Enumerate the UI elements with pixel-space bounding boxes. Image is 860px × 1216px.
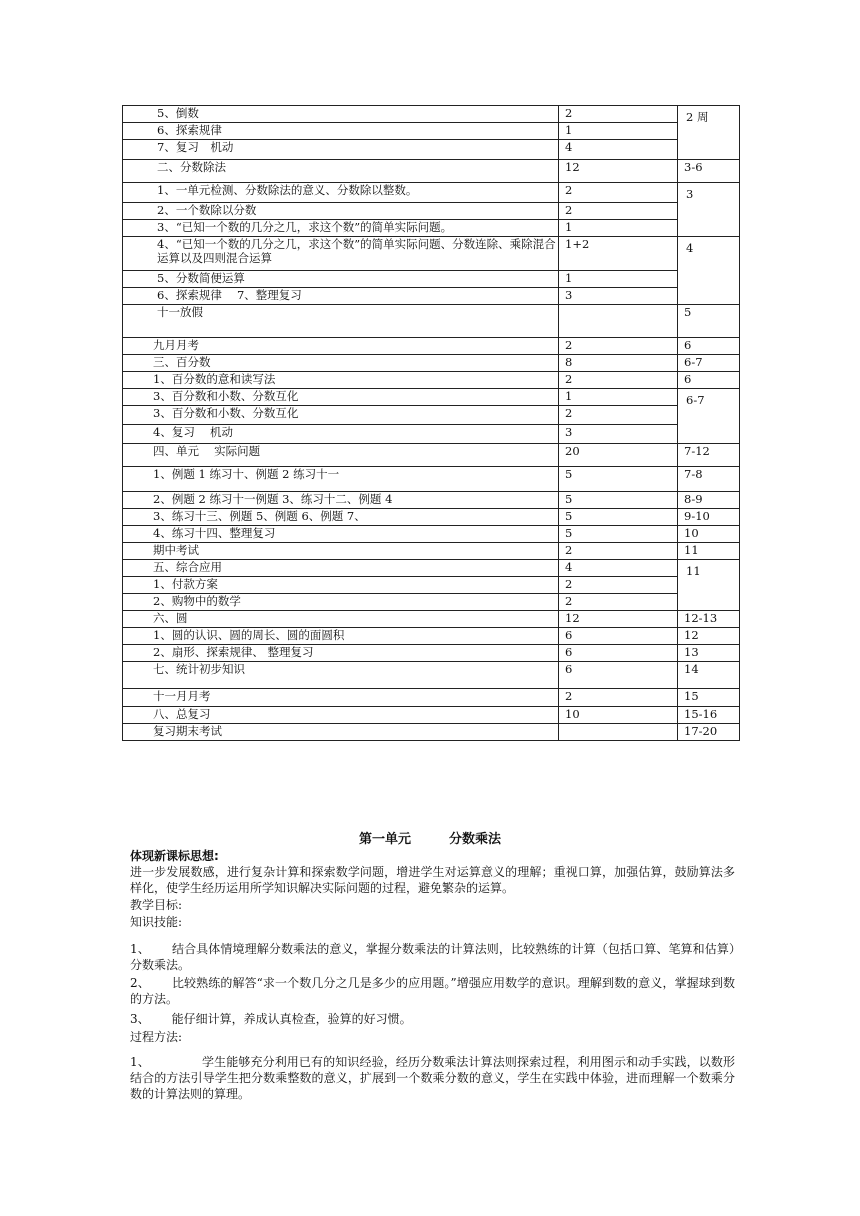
schedule-table: [122, 105, 740, 741]
table-row: [123, 628, 740, 645]
lesson-cell: 五、综合应用: [123, 560, 559, 577]
week-cell: 11: [678, 543, 740, 560]
table-row: [123, 406, 740, 425]
lesson-cell: 5、倒数: [123, 106, 559, 123]
hours-cell: 1: [559, 271, 678, 288]
lesson-cell: 1、一单元检测、分数除法的意义、分数除以整数。: [123, 183, 559, 203]
hours-cell: 3: [559, 288, 678, 305]
table-row: [123, 106, 740, 123]
hours-cell: 4: [559, 560, 678, 577]
unit-number: 第一单元: [358, 832, 411, 847]
hours-cell: 2: [559, 338, 678, 355]
table-row: [123, 271, 740, 288]
goals-label: 教学目标:: [130, 898, 183, 912]
skill-3-text: 能仔细计算，养成认真检查，验算的好习惯。: [171, 1012, 412, 1026]
week-cell: 12-13: [678, 611, 740, 628]
table-row: [123, 611, 740, 628]
lesson-cell: 八、总复习: [123, 707, 559, 724]
week-cell: 10: [678, 526, 740, 543]
lesson-cell: 4、复习 机动: [123, 425, 559, 444]
week-cell: 4: [678, 237, 740, 305]
hours-cell: 2: [559, 594, 678, 611]
table-row: [123, 492, 740, 509]
hours-cell: 2: [559, 406, 678, 425]
lesson-cell: 二、分数除法: [123, 160, 559, 183]
table-row: [123, 645, 740, 662]
week-cell: 11: [678, 560, 740, 611]
lesson-cell: 3、“已知一个数的几分之几，求这个数”的简单实际问题。: [123, 220, 559, 237]
skill-item-2: [130, 975, 735, 1007]
hours-cell: 6: [559, 628, 678, 645]
table-row: [123, 183, 740, 203]
table-row: [123, 560, 740, 577]
skills-label: 知识技能:: [130, 915, 183, 929]
week-cell: 5: [678, 305, 740, 338]
idea-paragraph: 进一步发展数感，进行复杂计算和探索数学问题，增进学生对运算意义的理解；重视口算，加强估算，鼓励算法多样化，使学生经历运用所学知识解决实际问题的过程，避免繁杂的运算。: [130, 865, 735, 895]
lesson-cell: 7、复习 机动: [123, 140, 559, 160]
lesson-cell: 1、付款方案: [123, 577, 559, 594]
week-cell: 6: [678, 372, 740, 389]
process-1-number: 1、: [130, 1055, 150, 1069]
lesson-cell: 九月月考: [123, 338, 559, 355]
week-cell: 6-7: [678, 389, 740, 444]
table-row: [123, 509, 740, 526]
week-cell: 6: [678, 338, 740, 355]
skill-1-number: 1、: [130, 942, 150, 956]
week-cell: 2 周: [678, 106, 740, 160]
lesson-cell: 十一月月考: [123, 689, 559, 707]
hours-cell: 1: [559, 389, 678, 406]
lesson-cell: 三、百分数: [123, 355, 559, 372]
hours-cell: 2: [559, 689, 678, 707]
table-row: [123, 123, 740, 140]
hours-cell: 2: [559, 543, 678, 560]
hours-cell: 5: [559, 526, 678, 543]
hours-cell: 6: [559, 662, 678, 689]
hours-cell: 1: [559, 220, 678, 237]
skill-item-1: [130, 941, 735, 973]
lesson-cell: 期中考试: [123, 543, 559, 560]
table-row: [123, 220, 740, 237]
week-cell: 15: [678, 689, 740, 707]
table-row: [123, 140, 740, 160]
lesson-cell: 4、“已知一个数的几分之几，求这个数”的简单实际问题、分数连除、乘除混合运算以及四则混合运算: [123, 237, 559, 271]
table-row: [123, 444, 740, 467]
week-cell: 7-8: [678, 467, 740, 492]
skill-1-text: 结合具体情境理解分数乘法的意义，掌握分数乘法的计算法则，比较熟练的计算（包括口算、笔算和估算）分数乘法。: [130, 942, 735, 972]
lesson-cell: 6、探索规律: [123, 123, 559, 140]
lesson-cell: 2、扇形、探索规律、 整理复习: [123, 645, 559, 662]
hours-cell: 2: [559, 577, 678, 594]
week-cell: 3-6: [678, 160, 740, 183]
table-row: [123, 689, 740, 707]
table-row: [123, 372, 740, 389]
table-row: [123, 526, 740, 543]
lesson-cell: 1、百分数的意和读写法: [123, 372, 559, 389]
hours-cell: 1+2: [559, 237, 678, 271]
hours-cell: 2: [559, 372, 678, 389]
week-cell: 6-7: [678, 355, 740, 372]
table-row: [123, 389, 740, 406]
table-row: [123, 577, 740, 594]
lesson-cell: 1、例题 1 练习十、例题 2 练习十一: [123, 467, 559, 492]
week-cell: 13: [678, 645, 740, 662]
unit-name: 分数乘法: [449, 832, 502, 847]
lesson-cell: 六、圆: [123, 611, 559, 628]
lesson-cell: 2、一个数除以分数: [123, 203, 559, 220]
idea-heading: 体现新课标思想:: [130, 849, 219, 863]
skill-3-number: 3、: [130, 1012, 150, 1026]
table-row: [123, 467, 740, 492]
skill-item-3: [130, 1011, 735, 1027]
hours-cell: 4: [559, 140, 678, 160]
hours-cell: 10: [559, 707, 678, 724]
lesson-cell: 3、百分数和小数、分数互化: [123, 406, 559, 425]
lesson-cell: 5、分数简便运算: [123, 271, 559, 288]
table-row: [123, 594, 740, 611]
hours-cell: 1: [559, 123, 678, 140]
lesson-cell: 七、统计初步知识: [123, 662, 559, 689]
hours-cell: 12: [559, 160, 678, 183]
week-cell: 9-10: [678, 509, 740, 526]
table-row: [123, 160, 740, 183]
week-cell: 14: [678, 662, 740, 689]
hours-cell: 2: [559, 183, 678, 203]
week-cell: 7-12: [678, 444, 740, 467]
lesson-cell: 3、练习十三、例题 5、例题 6、例题 7、: [123, 509, 559, 526]
lesson-cell: 2、购物中的数学: [123, 594, 559, 611]
process-1-text: 学生能够充分利用已有的知识经验，经历分数乘法计算法则探索过程，利用图示和动手实践，以数形结合的方法引导学生把分数乘整数的意义，扩展到一个数乘分数的意义，学生在实践中体验，进而理解一个数乘分数的计算法则的算理。: [130, 1055, 735, 1101]
table-row: [123, 305, 740, 338]
lesson-cell: 6、探索规律 7、整理复习: [123, 288, 559, 305]
lesson-cell: 复习期末考试: [123, 724, 559, 741]
hours-cell: 8: [559, 355, 678, 372]
week-cell: 3: [678, 183, 740, 237]
lesson-cell: 2、例题 2 练习十一例题 3、练习十二、例题 4: [123, 492, 559, 509]
lesson-cell: 十一放假: [123, 305, 559, 338]
table-row: [123, 288, 740, 305]
table-row: [123, 425, 740, 444]
unit-title: [0, 828, 860, 847]
skill-2-number: 2、: [130, 976, 150, 990]
table-row: [123, 203, 740, 220]
hours-cell: 20: [559, 444, 678, 467]
hours-cell: [559, 305, 678, 338]
lesson-cell: 四、单元 实际问题: [123, 444, 559, 467]
process-item-1: [130, 1054, 735, 1102]
process-label: 过程方法:: [130, 1030, 183, 1044]
hours-cell: 12: [559, 611, 678, 628]
skill-2-text: 比较熟练的解答“求一个数几分之几是多少的应用题。”增强应用数学的意识。理解到数的意义，掌握球到数的方法。: [130, 976, 735, 1006]
hours-cell: 5: [559, 492, 678, 509]
table-row: [123, 237, 740, 271]
week-cell: 8-9: [678, 492, 740, 509]
hours-cell: 2: [559, 203, 678, 220]
lesson-cell: 3、百分数和小数、分数互化: [123, 389, 559, 406]
lesson-cell: 4、练习十四、整理复习: [123, 526, 559, 543]
lesson-cell: 1、圆的认识、圆的周长、圆的面圆积: [123, 628, 559, 645]
hours-cell: 2: [559, 106, 678, 123]
table-row: [123, 355, 740, 372]
table-row: [123, 338, 740, 355]
table-row: [123, 724, 740, 741]
table-row: [123, 707, 740, 724]
hours-cell: 6: [559, 645, 678, 662]
week-cell: 17-20: [678, 724, 740, 741]
hours-cell: 5: [559, 467, 678, 492]
hours-cell: 3: [559, 425, 678, 444]
table-row: [123, 662, 740, 689]
week-cell: 12: [678, 628, 740, 645]
hours-cell: 5: [559, 509, 678, 526]
hours-cell: [559, 724, 678, 741]
week-cell: 15-16: [678, 707, 740, 724]
table-row: [123, 543, 740, 560]
